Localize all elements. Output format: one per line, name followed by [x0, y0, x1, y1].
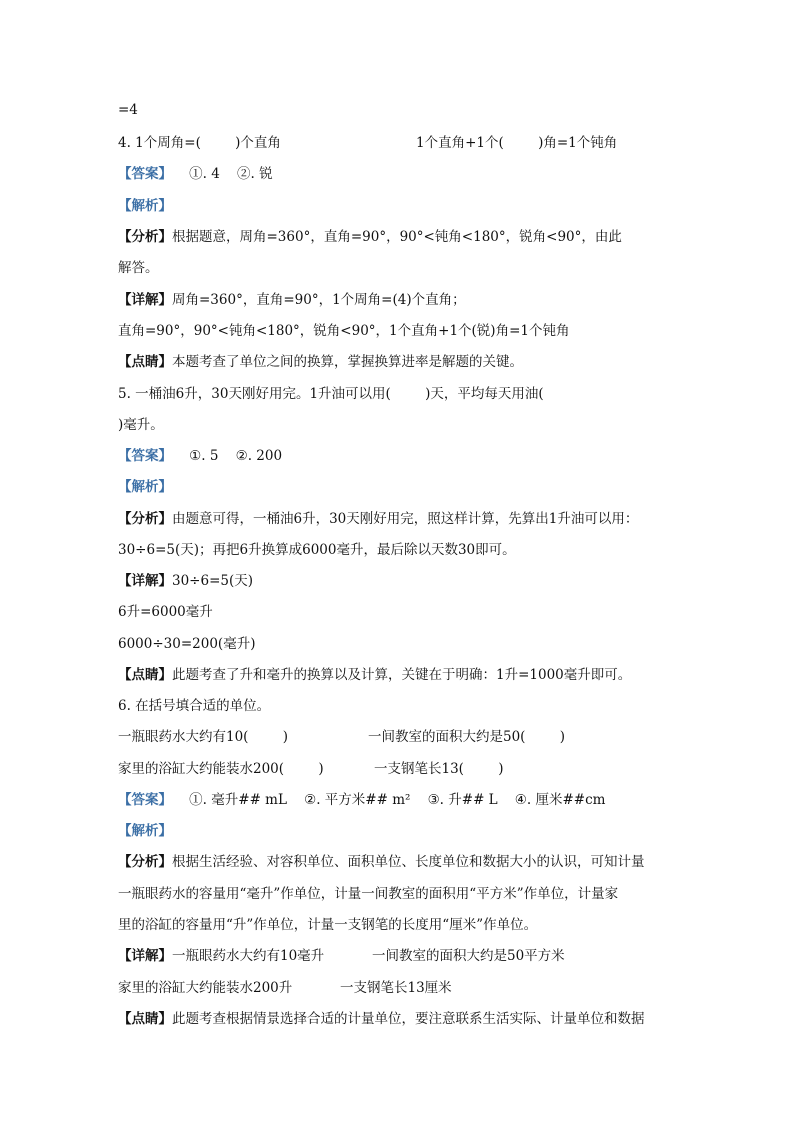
analysis-row	[118, 821, 678, 841]
xiangjie-text-b: 一间教室的面积大约是50平方米	[372, 948, 565, 964]
question-5: 5. 一桶油6升，30天刚好用完。1升油可以用( )天，平均每天用油(	[118, 386, 544, 402]
text-line: 里的浴缸的容量用“升”作单位，计量一支钢笔的长度用“厘米”作单位。	[118, 917, 538, 933]
answer-row	[118, 164, 678, 184]
text-line: 解答。	[118, 260, 159, 276]
answer-text: ①. 4 ②. 锐	[189, 166, 273, 182]
fenxi-text: 根据题意，周角=360°，直角=90°，90°<钝角<180°，锐角<90°，由此	[172, 229, 622, 245]
text-line: 6升=6000毫升	[118, 604, 213, 620]
fenxi-row	[118, 227, 678, 247]
dianjing-text: 此题考查根据情景选择合适的计量单位，要注意联系生活实际、计量单位和数据	[172, 1011, 645, 1027]
answer-tag: 【答案】	[118, 448, 172, 464]
analysis-tag: 【解析】	[118, 479, 172, 495]
text-line: 30÷6=5(天)；再把6升换算成6000毫升，最后除以天数30即可。	[118, 542, 516, 558]
question-4-part-a: 4. 1个周角=( )个直角	[118, 135, 281, 151]
xiangjie-row	[118, 946, 368, 966]
xiangjie-text: 30÷6=5(天)	[172, 573, 254, 589]
question-6: 6. 在括号填合适的单位。	[118, 698, 271, 714]
dianjing-tag: 【点睛】	[118, 354, 172, 370]
fenxi-row	[118, 852, 678, 872]
question-6-item-b: 一间教室的面积大约是50( )	[368, 729, 566, 745]
question-6-item-c: 家里的浴缸大约能装水200( )	[118, 761, 324, 777]
fenxi-tag: 【分析】	[118, 229, 172, 245]
dianjing-row	[118, 665, 678, 685]
dianjing-text: 本题考查了单位之间的换算，掌握换算进率是解题的关键。	[172, 354, 523, 370]
dianjing-tag: 【点睛】	[118, 667, 172, 683]
dianjing-row	[118, 1009, 678, 1029]
text-line: =4	[118, 102, 138, 118]
dianjing-text: 此题考查了升和毫升的换算以及计算，关键在于明确：1升=1000毫升即可。	[172, 667, 632, 683]
analysis-tag: 【解析】	[118, 823, 172, 839]
question-4-part-b: 1个直角+1个( )角=1个钝角	[416, 135, 618, 151]
text-line: )毫升。	[118, 417, 164, 433]
question-6-item-d: 一支钢笔长13( )	[374, 761, 504, 777]
text-line: 家里的浴缸大约能装水200升	[118, 980, 293, 996]
xiangjie-text: 一瓶眼药水大约有10毫升	[172, 948, 325, 964]
analysis-row	[118, 477, 678, 497]
answer-row	[118, 790, 678, 810]
xiangjie-row	[118, 571, 678, 591]
xiangjie-tag: 【详解】	[118, 948, 172, 964]
text-line: 一瓶眼药水的容量用“毫升”作单位，计量一间教室的面积用“平方米”作单位，计量家	[118, 886, 619, 902]
xiangjie-tag: 【详解】	[118, 292, 172, 308]
analysis-tag: 【解析】	[118, 198, 172, 214]
fenxi-tag: 【分析】	[118, 511, 172, 527]
fenxi-text: 根据生活经验、对容积单位、面积单位、长度单位和数据大小的认识，可知计量	[172, 854, 645, 870]
answer-text: ①. 毫升## mL ②. 平方米## m² ③. 升## L ④. 厘米##cm	[189, 792, 606, 808]
xiangjie-tag: 【详解】	[118, 573, 172, 589]
analysis-row	[118, 196, 678, 216]
dianjing-row	[118, 352, 678, 372]
xiangjie-row	[118, 290, 678, 310]
fenxi-row	[118, 509, 678, 529]
answer-tag: 【答案】	[118, 166, 172, 182]
text-line-b: 一支钢笔长13厘米	[340, 980, 452, 996]
fenxi-tag: 【分析】	[118, 854, 172, 870]
text-line: 6000÷30=200(毫升)	[118, 636, 256, 652]
answer-text: ①. 5 ②. 200	[189, 448, 283, 464]
dianjing-tag: 【点睛】	[118, 1011, 172, 1027]
text-line: 直角=90°，90°<钝角<180°，锐角<90°，1个直角+1个(锐)角=1个钝角	[118, 323, 570, 339]
fenxi-text: 由题意可得，一桶油6升，30天刚好用完，照这样计算，先算出1升油可以用：	[172, 511, 639, 527]
answer-row	[118, 446, 678, 466]
answer-tag: 【答案】	[118, 792, 172, 808]
question-6-item-a: 一瓶眼药水大约有10( )	[118, 729, 289, 745]
xiangjie-text: 周角=360°，直角=90°，1个周角=(4)个直角；	[172, 292, 466, 308]
